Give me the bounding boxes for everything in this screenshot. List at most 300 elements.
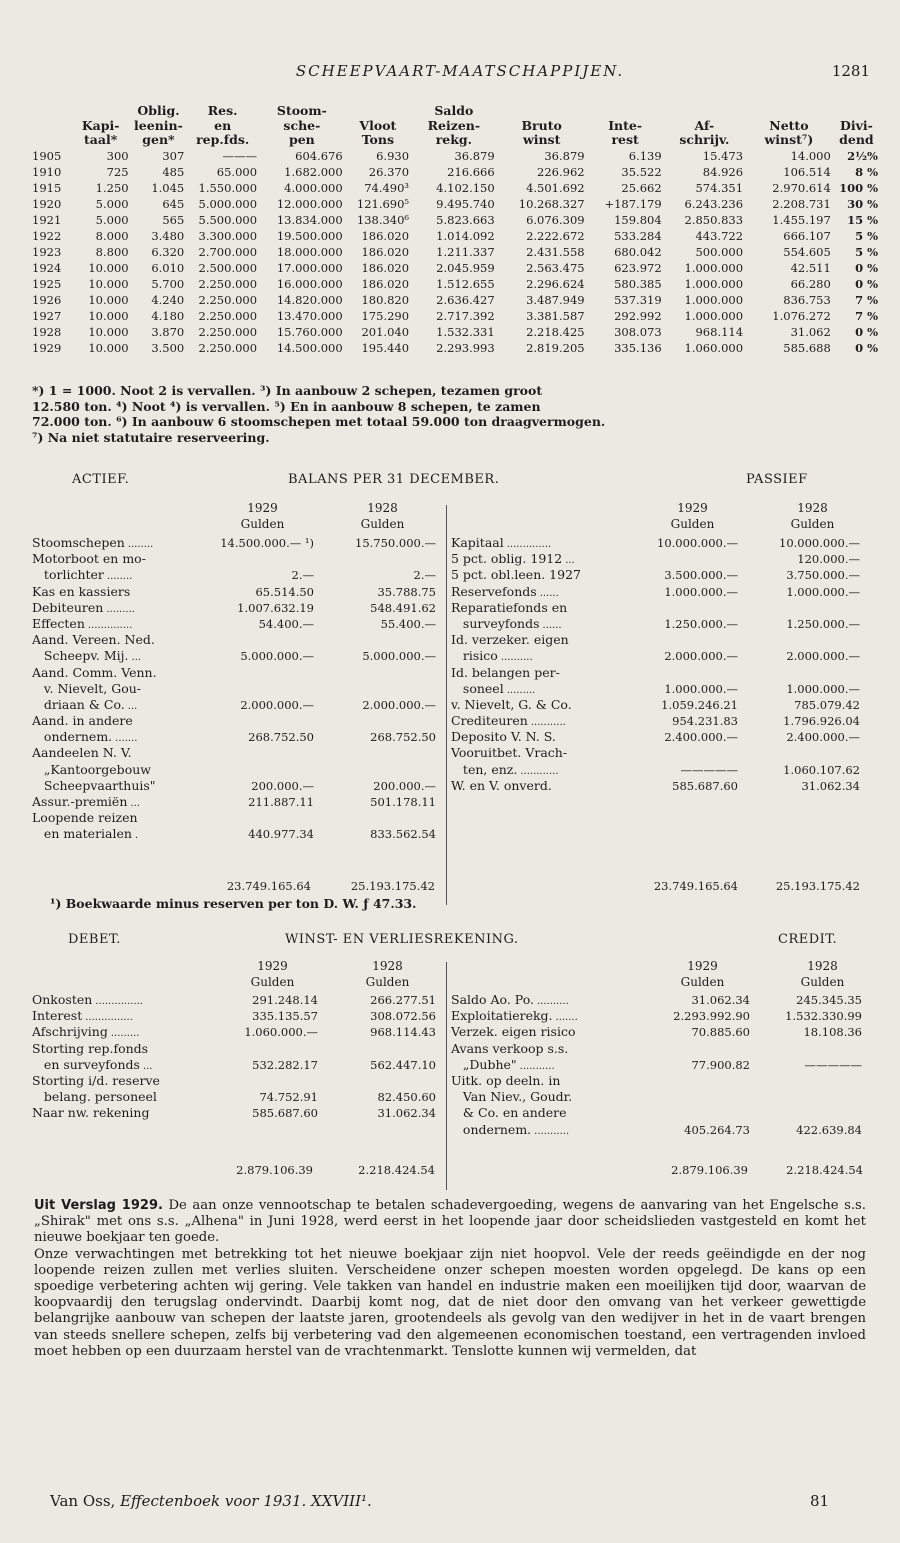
bal-year-col-2-left	[345, 500, 420, 532]
table-cell: 2.970.614	[772, 180, 831, 195]
value-current-year: 405.264.73	[684, 1122, 750, 1137]
label-text: Effecten	[32, 615, 85, 631]
table-cell: 1.211.337	[436, 244, 495, 259]
value-current-year: 3.500.000.—	[664, 568, 738, 583]
table-cell: 9.495.740	[436, 196, 495, 211]
note-line: ⁷) Na niet statutaire reserveering.	[32, 429, 270, 445]
table-cell: 623.972	[614, 260, 662, 275]
table-cell: 6.139	[628, 148, 662, 163]
label-text: Stoomschepen	[32, 535, 125, 550]
table-cell: 159.804	[614, 212, 662, 227]
label-text: Uitk. op deeln. in	[451, 1072, 561, 1088]
report-paragraph-1	[34, 1198, 866, 1247]
label-text: en surveyfonds	[32, 1056, 140, 1072]
label-text: ten, enz.	[451, 761, 518, 777]
label-text: torlichter	[32, 567, 104, 583]
leader-dots: ..............	[87, 619, 133, 631]
statement-row	[451, 713, 866, 729]
label-text: Aand. Vereen. Ned.	[32, 632, 155, 648]
table-cell: 15 %	[847, 212, 878, 227]
table-cell: 186.020	[361, 228, 410, 243]
bal-year-col-1-left	[225, 500, 300, 532]
label-text: Scheepvaarthuis"	[32, 777, 156, 793]
table-cell: 1.000.000	[684, 260, 744, 275]
label-text: Motorboot en mo-	[32, 551, 146, 567]
statement-row	[32, 1008, 442, 1024]
table-cell: 500.000	[695, 244, 744, 259]
statement-row	[32, 810, 442, 826]
balance-footnote: ¹) Boekwaarde minus reserven per ton D. W. ƒ 47.33.	[50, 896, 417, 911]
label-text: Id. verzeker. eigen	[451, 632, 569, 648]
table-row	[30, 260, 880, 276]
page-footer-source	[50, 1492, 372, 1510]
statement-row	[451, 584, 866, 600]
statement-row	[451, 632, 866, 648]
year-cell: 1920	[32, 196, 62, 211]
statement-row	[451, 1073, 866, 1089]
label-text: v. Nievelt, G. & Co.	[451, 696, 572, 712]
year-cell: 1915	[32, 180, 62, 195]
credit-list	[451, 992, 866, 1138]
label-text: & Co. en andere	[451, 1105, 567, 1121]
value-current-year: 2.293.992.90	[673, 1009, 750, 1024]
table-cell: 2.250.000	[198, 292, 258, 307]
leader-dots: ...............	[85, 1012, 133, 1024]
bal-year-col-2-right	[775, 500, 850, 532]
table-cell: 2.563.475	[526, 260, 585, 275]
table-cell: 2.700.000	[198, 244, 258, 259]
table-cell: 36.879	[544, 148, 585, 163]
table-cell: 6.076.309	[526, 212, 585, 227]
leader-dots: .........	[506, 684, 536, 696]
value-current-year: 1.007.632.19	[237, 600, 314, 615]
statement-row	[451, 535, 866, 551]
year-cell: 1927	[32, 308, 62, 323]
value-current-year: 10.000.000.—	[657, 536, 738, 550]
table-cell: 5.823.663	[436, 212, 495, 227]
statement-row	[32, 745, 442, 761]
table-cell: 1.076.272	[772, 308, 831, 323]
table-cell: 580.385	[614, 276, 662, 291]
table-cell: 10.000	[88, 308, 129, 323]
statement-row	[451, 1008, 866, 1024]
value-current-year: 65.514.50	[255, 584, 314, 599]
value-previous-year: 120.000.—	[797, 552, 860, 567]
value-current-year: 532.282.17	[252, 1057, 318, 1072]
value-current-year: 2.400.000.—	[664, 730, 738, 745]
table-cell: 3.300.000	[198, 228, 258, 243]
table-cell: 2.250.000	[198, 340, 258, 355]
actief-list	[32, 535, 442, 843]
leader-dots: ..........	[536, 996, 569, 1007]
column-header: Bruto winst	[521, 117, 562, 147]
table-cell: 537.319	[614, 292, 662, 307]
page-number: 1281	[831, 62, 870, 80]
statement-row	[451, 665, 866, 681]
table-cell: 300	[106, 148, 129, 163]
table-row	[30, 148, 880, 164]
leader-dots: ......	[542, 619, 562, 631]
table-cell: 5.700	[151, 276, 185, 291]
column-header: Divi- dend	[839, 117, 874, 147]
label-text: driaan & Co.	[32, 696, 125, 712]
value-current-year: 5.000.000.—	[240, 649, 314, 664]
table-cell: 1.512.655	[436, 276, 495, 291]
wv-year-col-1-right	[665, 958, 740, 990]
table-cell: 186.020	[361, 276, 410, 291]
value-previous-year: 2.400.000.—	[786, 730, 860, 745]
statement-row	[451, 648, 866, 664]
running-header: SCHEEPVAART-MAATSCHAPPIJEN.	[295, 62, 625, 80]
label-text: „Kantoorgebouw	[32, 761, 151, 777]
leader-dots: ..............	[506, 539, 552, 550]
label-text: Reservefonds	[451, 583, 537, 599]
value-current-year: 291.248.14	[252, 993, 318, 1007]
label-text: Reparatiefonds en	[451, 599, 568, 615]
table-cell: 216.666	[447, 164, 495, 179]
table-cell: 12.000.000	[276, 196, 343, 211]
table-cell: 6.320	[151, 244, 185, 259]
winst-heading: WINST- EN VERLIESREKENING.	[285, 932, 519, 947]
value-previous-year: 548.491.62	[370, 600, 436, 615]
column-header: Vloot Tons	[359, 117, 397, 147]
label-text: Id. belangen per-	[451, 664, 560, 680]
value-current-year: 585.687.60	[672, 778, 738, 793]
value-previous-year: —————	[804, 1057, 862, 1072]
table-cell: 10.000	[88, 260, 129, 275]
value-previous-year: 18.108.36	[803, 1025, 862, 1040]
table-cell: 106.514	[783, 164, 831, 179]
value-current-year: 2.000.000.—	[664, 649, 738, 664]
unit-label: Gulden	[360, 517, 405, 531]
table-cell: 10.000	[88, 292, 129, 307]
table-cell: 2.636.427	[436, 292, 495, 307]
column-header: Inte- rest	[608, 117, 643, 147]
report-text-2: Onze verwachtingen met betrekking tot het nieuwe boekjaar zijn niet hoopvol. Vele der reeds geëindigde en der nog loopende reizen zullen met verlies sluiten. Verscheidene onzer schepen moesten worden opgelegd. De kans op een spoedige verbetering achten wij gering. Vele takken van handel en industrie maken een moeilijken tijd door, waarvan de koopvaardij den terugslag ondervindt. Daarbij komt nog, dat de niet door den omvang van het verkeer gewettigde belangrijke aanbouw van schepen der laatste jaren, grootendeels als gevolg van den wedijver in het in de vaart brengen van steeds snellere schepen, zelfs bij verbetering vad den algemeenen economischen toestand, een vertragenden invloed moet hebben op een duurzaam herstel van de vrachtenmarkt. Tenslotte kunnen wij vermelden, dat	[34, 1246, 866, 1359]
label-text: en materialen	[32, 826, 132, 842]
leader-dots: .......	[555, 1012, 578, 1024]
leader-dots: ...............	[95, 996, 143, 1007]
leader-dots: ..........	[500, 652, 533, 664]
statement-row	[451, 600, 866, 616]
year-cell: 1924	[32, 260, 62, 275]
statement-row	[32, 665, 442, 681]
table-cell: 175.290	[361, 308, 410, 323]
table-cell: +187.179	[604, 196, 662, 211]
statement-label	[32, 1105, 152, 1123]
unit-label: Gulden	[800, 975, 845, 989]
statement-label	[451, 778, 555, 796]
leader-dots: ...........	[534, 1125, 570, 1137]
statement-row	[451, 567, 866, 583]
table-cell: 5.000.000	[198, 196, 258, 211]
label-text: W. en V. onverd.	[451, 777, 552, 793]
value-current-year: 2.—	[291, 568, 314, 583]
unit-label: Gulden	[670, 517, 715, 531]
table-cell: 0 %	[855, 340, 878, 355]
statement-row	[32, 1041, 442, 1057]
statement-row	[451, 1122, 866, 1138]
table-cell: 666.107	[783, 228, 831, 243]
value-previous-year: 3.750.000.—	[786, 568, 860, 583]
table-cell: 1.045	[151, 180, 185, 195]
value-previous-year: 1.796.926.04	[783, 714, 860, 729]
table-cell: 10.000	[88, 276, 129, 291]
table-notes	[32, 383, 868, 445]
actief-heading: ACTIEF.	[72, 472, 130, 487]
statement-row	[32, 697, 442, 713]
column-header: Kapi- taal*	[81, 117, 120, 147]
table-cell: 30 %	[847, 196, 878, 211]
table-cell: 3.381.587	[526, 308, 585, 323]
year-cell: 1923	[32, 244, 62, 259]
note-line: *) 1 = 1000. Noot 2 is vervallen. ³) In aanbouw 2 schepen, tezamen groot	[32, 383, 543, 398]
value-current-year: 2.000.000.—	[240, 697, 314, 712]
statement-row	[451, 1089, 866, 1105]
table-cell: 6.010	[151, 260, 185, 275]
table-row	[30, 244, 880, 260]
actief-total-1929: 23.749.165.64	[226, 879, 311, 893]
statement-row	[32, 729, 442, 745]
table-cell: 3.480	[151, 228, 185, 243]
statement-row	[451, 1024, 866, 1040]
statement-row	[32, 826, 442, 842]
statement-row	[451, 729, 866, 745]
table-cell: 0 %	[855, 324, 878, 339]
label-text: surveyfonds	[451, 615, 540, 631]
value-previous-year: 245.345.35	[796, 993, 862, 1007]
value-previous-year: 1.000.000.—	[786, 584, 860, 599]
table-cell: 2.222.672	[526, 228, 585, 243]
debet-total-1928: 2.218.424.54	[358, 1163, 435, 1177]
table-cell: 10.000	[88, 340, 129, 355]
passief-total-1929: 23.749.165.64	[653, 879, 738, 893]
statement-row	[32, 1024, 442, 1040]
column-header: Saldo Reizen- rekg.	[427, 103, 481, 147]
table-cell: ———	[222, 148, 258, 163]
statement-row	[32, 1073, 442, 1089]
leader-dots: .	[134, 830, 139, 842]
statement-label	[32, 826, 138, 844]
value-previous-year: 785.079.42	[794, 697, 860, 712]
table-cell: 4.240	[151, 292, 185, 307]
label-text: Saldo Ao. Po.	[451, 992, 534, 1007]
value-current-year: 54.400.—	[258, 616, 314, 631]
value-previous-year: 35.788.75	[377, 584, 436, 599]
statement-label	[451, 1122, 569, 1140]
table-cell: 1.000.000	[684, 276, 744, 291]
table-row	[30, 324, 880, 340]
year-label: 1929	[687, 959, 718, 973]
report-lead: Uit Verslag 1929.	[34, 1198, 163, 1213]
value-previous-year: 968.114.43	[370, 1025, 436, 1040]
table-cell: 2.250.000	[198, 308, 258, 323]
label-text: Storting i/d. reserve	[32, 1072, 160, 1088]
statement-row	[32, 713, 442, 729]
debet-list	[32, 992, 442, 1122]
label-text: Crediteuren	[451, 713, 528, 729]
leader-dots: ...	[127, 700, 138, 712]
year-cell: 1928	[32, 324, 62, 339]
wv-year-col-1-left	[235, 958, 310, 990]
statement-row	[451, 778, 866, 794]
table-row	[30, 308, 880, 324]
value-previous-year: 266.277.51	[370, 993, 436, 1007]
label-text: ondernem.	[451, 1121, 532, 1137]
report-text-1: De aan onze vennootschap te betalen schadevergoeding, wegens de aanvaring van het Engelsche s.s. „Shirak" met ons s.s. „Alhena" in Juni 1928, werd eerst in het loopende jaar door scheidslieden vastgesteld en komt het nieuwe boekjaar ten goede.	[34, 1198, 866, 1246]
statement-row	[451, 616, 866, 632]
value-current-year: 74.752.91	[259, 1090, 318, 1105]
value-previous-year: 562.447.10	[370, 1057, 436, 1072]
value-current-year: —————	[680, 762, 738, 777]
year-cell: 1922	[32, 228, 62, 243]
label-text: v. Nievelt, Gou-	[32, 680, 141, 696]
statement-row	[32, 600, 442, 616]
table-cell: 2.500.000	[198, 260, 258, 275]
table-cell: 335.136	[614, 340, 662, 355]
table-cell: 5 %	[855, 244, 878, 259]
table-row	[30, 276, 880, 292]
value-previous-year: 55.400.—	[380, 616, 436, 631]
value-previous-year: 1.060.107.62	[783, 762, 860, 777]
table-cell: 8.800	[95, 244, 129, 259]
report-paragraph-2	[34, 1247, 866, 1360]
table-cell: 1.000.000	[684, 292, 744, 307]
table-cell: 2.819.205	[526, 340, 585, 355]
year-label: 1928	[807, 959, 838, 973]
table-body	[30, 148, 880, 356]
label-text: Kas en kassiers	[32, 583, 131, 599]
leader-dots: ...	[142, 1060, 153, 1072]
balance-heading: BALANS PER 31 DECEMBER.	[288, 472, 500, 487]
table-cell: 14.820.000	[276, 292, 343, 307]
table-row	[30, 196, 880, 212]
label-text: Scheepv. Mij.	[32, 648, 129, 664]
label-text: Van Niev., Goudr.	[451, 1089, 573, 1105]
leader-dots: .......	[115, 733, 138, 745]
statement-row	[32, 584, 442, 600]
value-previous-year: 82.450.60	[377, 1090, 436, 1105]
table-cell: 7 %	[855, 308, 878, 323]
statement-row	[32, 632, 442, 648]
leader-dots: ...	[131, 652, 142, 664]
leader-dots: .........	[110, 1028, 140, 1040]
table-row	[30, 228, 880, 244]
statement-row	[451, 1105, 866, 1121]
table-cell: 2.250.000	[198, 324, 258, 339]
statement-row	[451, 1041, 866, 1057]
label-text: 5 pct. oblig. 1912	[451, 551, 563, 567]
label-text: Afschrijving	[32, 1024, 108, 1040]
table-cell: 16.000.000	[276, 276, 343, 291]
year-label: 1929	[247, 501, 278, 515]
table-cell: 2.293.993	[436, 340, 495, 355]
table-cell: 14.500.000	[276, 340, 343, 355]
table-cell: 2.431.558	[526, 244, 585, 259]
value-previous-year: 501.178.11	[370, 795, 436, 809]
value-previous-year: 268.752.50	[370, 730, 436, 745]
table-cell: 6.930	[376, 148, 410, 163]
table-cell: 66.280	[790, 276, 831, 291]
label-text: Aand. Comm. Venn.	[32, 664, 157, 680]
table-cell: 4.180	[151, 308, 185, 323]
label-text: Avans verkoop s.s.	[451, 1040, 569, 1056]
statement-row	[32, 681, 442, 697]
table-cell: 10.000	[88, 324, 129, 339]
value-current-year: 1.000.000.—	[664, 681, 738, 696]
year-cell: 1910	[32, 164, 62, 179]
bal-year-col-1-right	[655, 500, 730, 532]
table-cell: 15.760.000	[276, 324, 343, 339]
table-cell: 19.500.000	[276, 228, 343, 243]
unit-label: Gulden	[240, 517, 285, 531]
label-text: Kapitaal	[451, 535, 504, 550]
statement-row	[32, 992, 442, 1008]
table-cell: 680.042	[614, 244, 662, 259]
leader-dots: ...........	[519, 1060, 555, 1072]
statement-row	[451, 681, 866, 697]
table-cell: 1.060.000	[684, 340, 744, 355]
table-cell: 4.000.000	[284, 180, 343, 195]
statement-row	[451, 992, 866, 1008]
value-current-year: 211.887.11	[248, 795, 314, 809]
value-current-year: 268.752.50	[248, 730, 314, 745]
value-previous-year: 5.000.000.—	[362, 649, 436, 664]
table-cell: 3.870	[151, 324, 185, 339]
value-previous-year: 833.562.54	[370, 827, 436, 842]
statement-row	[32, 551, 442, 567]
label-text: belang. personeel	[32, 1089, 157, 1105]
credit-total-1928: 2.218.424.54	[786, 1163, 863, 1177]
table-cell: 121.690⁵	[356, 196, 410, 211]
table-cell: 4.102.150	[436, 180, 495, 195]
table-cell: 65.000	[216, 164, 258, 179]
table-cell: 307	[162, 148, 185, 163]
year-cell: 1905	[32, 148, 62, 163]
label-text: Verzek. eigen risico	[451, 1024, 576, 1040]
table-cell: 725	[106, 164, 129, 179]
statement-row	[451, 745, 866, 761]
table-cell: 2½%	[847, 148, 878, 163]
label-text: Aandeelen N. V.	[32, 745, 132, 761]
table-cell: 565	[162, 212, 185, 227]
column-header	[30, 104, 71, 148]
table-cell: 2.717.392	[436, 308, 495, 323]
table-cell: 4.501.692	[526, 180, 585, 195]
value-previous-year: 15.750.000.—	[355, 536, 436, 550]
table-cell: 0 %	[855, 260, 878, 275]
table-cell: 1.550.000	[198, 180, 258, 195]
statement-row	[32, 535, 442, 551]
value-previous-year: 1.000.000.—	[786, 681, 860, 696]
value-previous-year: 1.532.330.99	[785, 1009, 862, 1024]
leader-dots: ........	[106, 571, 133, 583]
year-cell: 1921	[32, 212, 62, 227]
annual-report-excerpt	[34, 1198, 866, 1360]
value-previous-year: 308.072.56	[370, 1009, 436, 1024]
label-text: ondernem.	[32, 729, 113, 745]
leader-dots: ........	[127, 539, 154, 550]
statement-row	[451, 1057, 866, 1073]
table-cell: 836.753	[783, 292, 831, 307]
table-cell: 25.662	[621, 180, 662, 195]
label-text: 5 pct. obl.leen. 1927	[451, 567, 581, 583]
footer-author: Van Oss,	[50, 1492, 116, 1510]
leader-dots: ............	[520, 765, 559, 777]
footer-page-number: 81	[810, 1492, 830, 1510]
value-current-year: 70.885.60	[691, 1025, 750, 1040]
table-cell: 604.676	[295, 148, 343, 163]
